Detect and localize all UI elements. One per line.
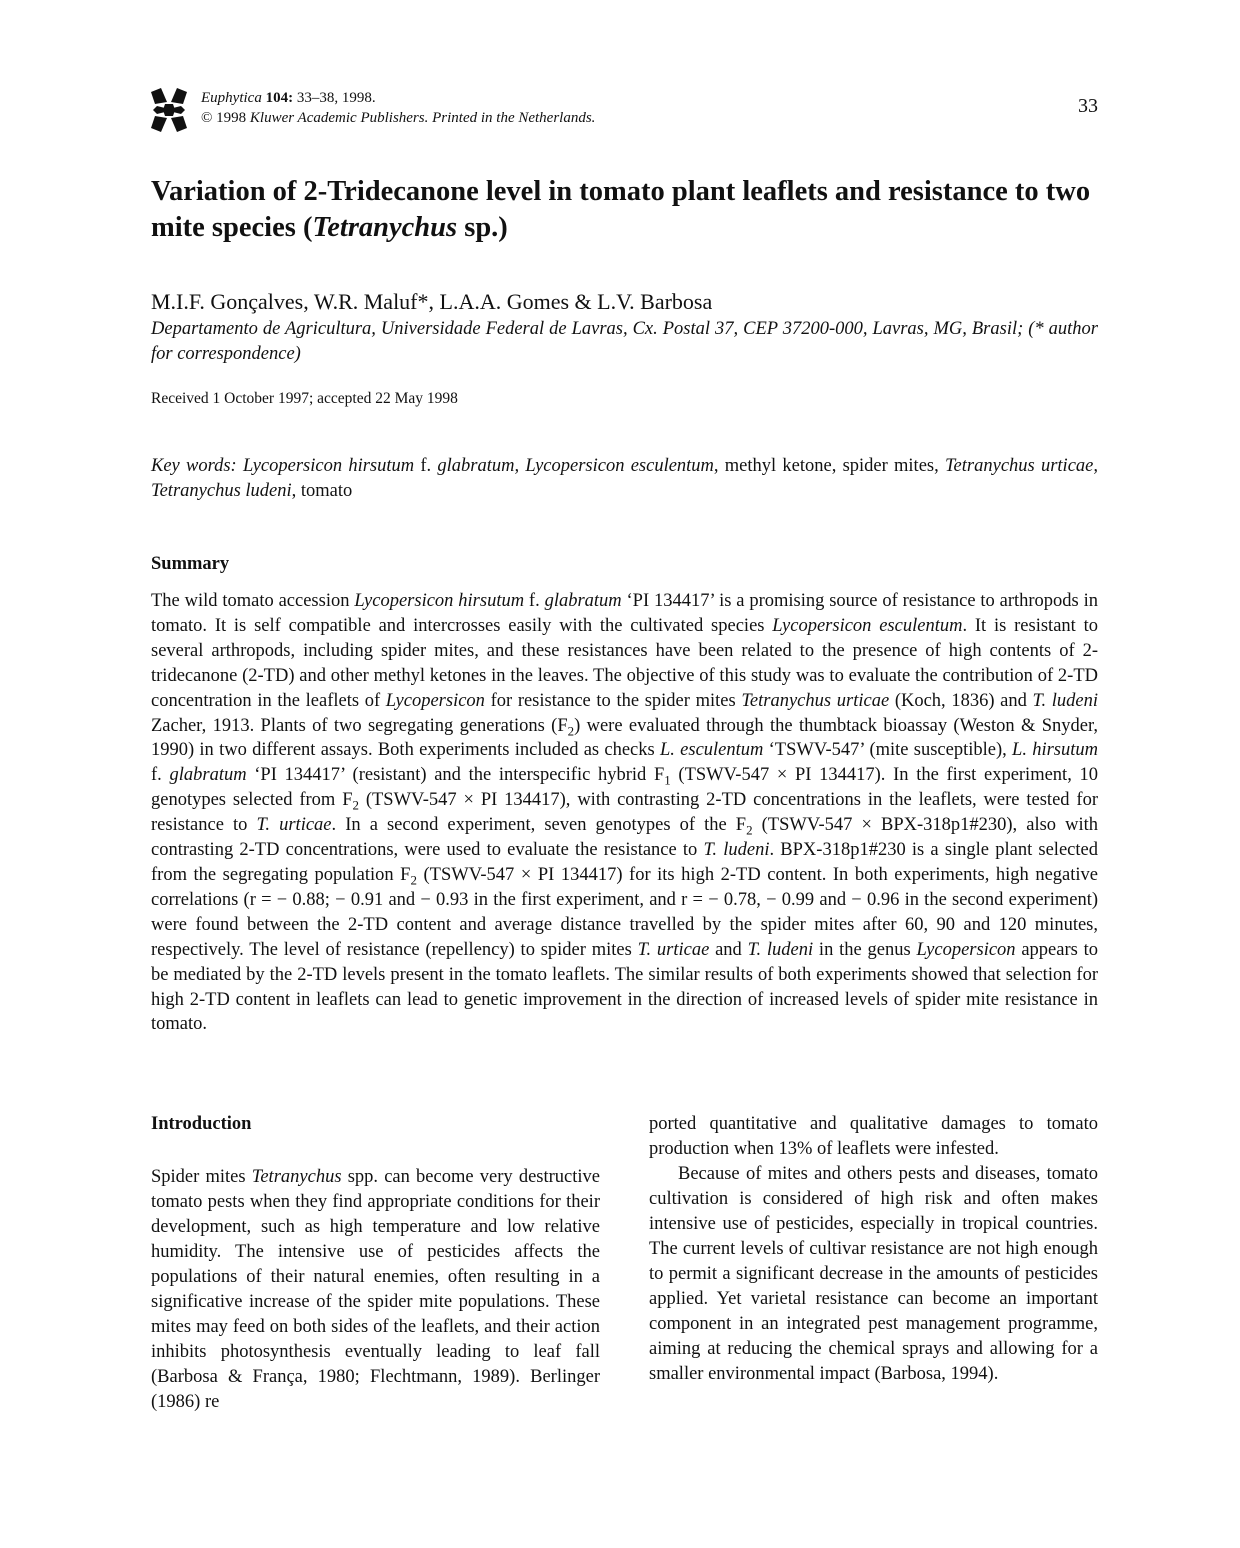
keyword-text: Tetranychus urticae, Tetranychus ludeni: [151, 456, 1098, 501]
body-text: appears to be mediated by the 2-TD levels present in the tomato leaflets. The similar results of both experiments showed that selection for high 2-TD content in leaflets can lead to genetic improvement in the direction of increased levels of spider mite resistance in tomato.: [151, 939, 1099, 1035]
title-part-2: sp.): [457, 212, 508, 243]
body-text: (TSWV-547 × PI 134417). In the first experiment, 10 genotypes selected from F: [151, 765, 1099, 811]
title-genus: Tetranychus: [312, 212, 458, 243]
subscript-text: 2: [567, 723, 575, 739]
italic-text: Lycopersicon hirsutum: [354, 591, 525, 611]
keywords-label: Key words:: [151, 456, 237, 476]
page-number: 33: [1078, 95, 1098, 117]
italic-text: T. ludeni: [1032, 690, 1098, 711]
italic-text: glabratum: [169, 765, 247, 786]
page-header: [151, 86, 1098, 132]
italic-text: T. ludeni: [747, 939, 814, 960]
italic-text: Tetranychus urticae: [741, 690, 890, 711]
body-text: (TSWV-547 × BPX-318p1#230), also with contrasting 2-TD concentrations, were used to evaluate the resistance to: [151, 815, 1099, 861]
body-text: spp. can become very destructive tomato pests when they find appropriate conditions for their development, such as high temperature and low relative humidity. The intensive use of pesticides affects the populations of their natural enemies, often resulting in a significative increase of the spider mite populations. These mites may feed on both sides of the leaflets, and their action inhibits photosynthesis eventually leading to leaf fall (Barbosa & França, 1980; Flechtmann, 1989). Berlinger (1986) re: [151, 1167, 600, 1412]
body-text: and: [709, 939, 748, 960]
italic-text: T. urticae: [637, 939, 710, 960]
copyright-year: © 1998: [201, 110, 247, 126]
introduction-heading: Introduction: [151, 1114, 252, 1134]
title-part-1: Variation of 2-Tridecanone level in tomato plant leaflets and resistance to two mite species (: [151, 176, 1091, 243]
keyword-text: f.: [414, 456, 438, 476]
italic-text: L. esculentum: [659, 740, 764, 761]
publisher-logo-icon: [151, 88, 187, 132]
body-text: for resistance to the spider mites: [484, 690, 742, 711]
body-text: ‘PI 134417’ is a promising source of resistance to arthropods in tomato. It is self compatible and intercrosses easily with the cultivated species: [151, 591, 1098, 636]
subscript-text: 2: [746, 822, 753, 838]
subscript-text: 2: [410, 872, 417, 888]
journal-name: Euphytica: [201, 90, 262, 106]
intro-paragraph-2: Because of mites and others pests and diseases, tomato cultivation is considered of high risk and often makes intensive use of pesticides, especially in tropical countries. The current levels of cultivar resistance are not high enough to permit a significant decrease in the amounts of pesticides applied. Yet varietal resistance can become an important component in an integrated pest management programme, aiming at reducing the chemical sprays and allowing for a smaller environmental impact (Barbosa, 1994).: [649, 1164, 1098, 1384]
summary-body: [151, 589, 1098, 1037]
body-text: . In a second experiment, seven genotypes of the F: [331, 815, 747, 836]
paper-title: [151, 174, 1098, 246]
keyword-text: Lycopersicon hirsutum: [242, 456, 415, 476]
body-text: The wild tomato accession: [151, 591, 355, 611]
body-text: (Koch, 1836) and: [889, 690, 1033, 711]
subscript-text: 1: [664, 773, 671, 789]
body-text: f.: [524, 591, 545, 611]
journal-line-2: [201, 108, 595, 128]
keywords: [151, 454, 1098, 504]
journal-line-1: [201, 88, 595, 108]
intro-paragraph-continued: ported quantitative and qualitative damages to tomato production when 13% of leaflets were infested.: [649, 1114, 1098, 1159]
body-text: f.: [151, 765, 170, 786]
journal-pages-year: 33–38, 1998.: [296, 90, 376, 106]
italic-text: Tetranychus: [251, 1167, 342, 1187]
introduction-right-column: [649, 1112, 1098, 1387]
author-affiliation: Departamento de Agricultura, Universidade Federal de Lavras, Cx. Postal 37, CEP 37200-000, Lavras, MG, Brasil; (* author for correspondence): [151, 319, 1098, 364]
italic-text: Lycopersicon: [916, 939, 1016, 960]
keyword-text: glabratum, Lycopersicon esculentum: [437, 456, 714, 476]
italic-text: T. urticae: [256, 815, 332, 836]
body-text: (TSWV-547 × PI 134417), with contrasting 2-TD concentrations in the leaflets, were tested for resistance to: [151, 790, 1098, 836]
keyword-text: , tomato: [291, 481, 353, 501]
body-text: in the genus: [813, 939, 917, 960]
italic-text: Lycopersicon esculentum: [772, 615, 963, 636]
italic-text: glabratum: [544, 591, 622, 611]
summary-heading: Summary: [151, 554, 230, 574]
body-text: Zacher, 1913. Plants of two segregating generations (F: [151, 715, 568, 736]
journal-volume: 104:: [265, 90, 294, 106]
body-text: (TSWV-547 × PI 134417) for its high 2-TD content. In both experiments, high negative correlations (r = − 0.88; − 0.91 and − 0.93 in the first experiment, and r = − 0.78, − 0.99 and − 0.96 in the second experiment) were found between the 2-TD content and average distance travelled by the spider mites after 60, 90 and 120 minutes, respectively. The level of resistance (repellency) to spider mites: [151, 864, 1098, 960]
body-text: ‘TSWV-547’ (mite susceptible),: [763, 740, 1013, 761]
body-text: ‘PI 134417’ (resistant) and the interspecific hybrid F: [246, 765, 665, 786]
received-dates: Received 1 October 1997; accepted 22 May 1998: [151, 390, 458, 407]
author-list: M.I.F. Gonçalves, W.R. Maluf*, L.A.A. Gomes & L.V. Barbosa: [151, 289, 713, 314]
body-text: . BPX-318p1#230 is a single plant selected from the segregating population F: [151, 840, 1098, 885]
italic-text: L. hirsutum: [1012, 740, 1098, 761]
body-text: ) were evaluated through the thumbtack bioassay (Weston & Snyder, 1990) in two different assays. Both experiments included as checks: [151, 715, 1098, 761]
italic-text: T. ludeni: [703, 840, 770, 861]
body-text: Spider mites: [151, 1167, 252, 1187]
introduction-left-column: [151, 1165, 600, 1415]
keyword-text: , methyl ketone, spider mites,: [713, 456, 945, 476]
body-text: . It is resistant to several arthropods, including spider mites, and these resistances have been related to the presence of high contents of 2-tridecanone (2-TD) and other methyl ketones in the leaves. The objective of this study was to evaluate the contribution of 2-TD concentration in the leaflets of: [151, 615, 1098, 711]
journal-citation: [201, 88, 595, 128]
subscript-text: 2: [352, 797, 359, 813]
italic-text: Lycopersicon: [385, 690, 485, 711]
publisher-note: Kluwer Academic Publishers. Printed in the Netherlands.: [249, 110, 596, 126]
